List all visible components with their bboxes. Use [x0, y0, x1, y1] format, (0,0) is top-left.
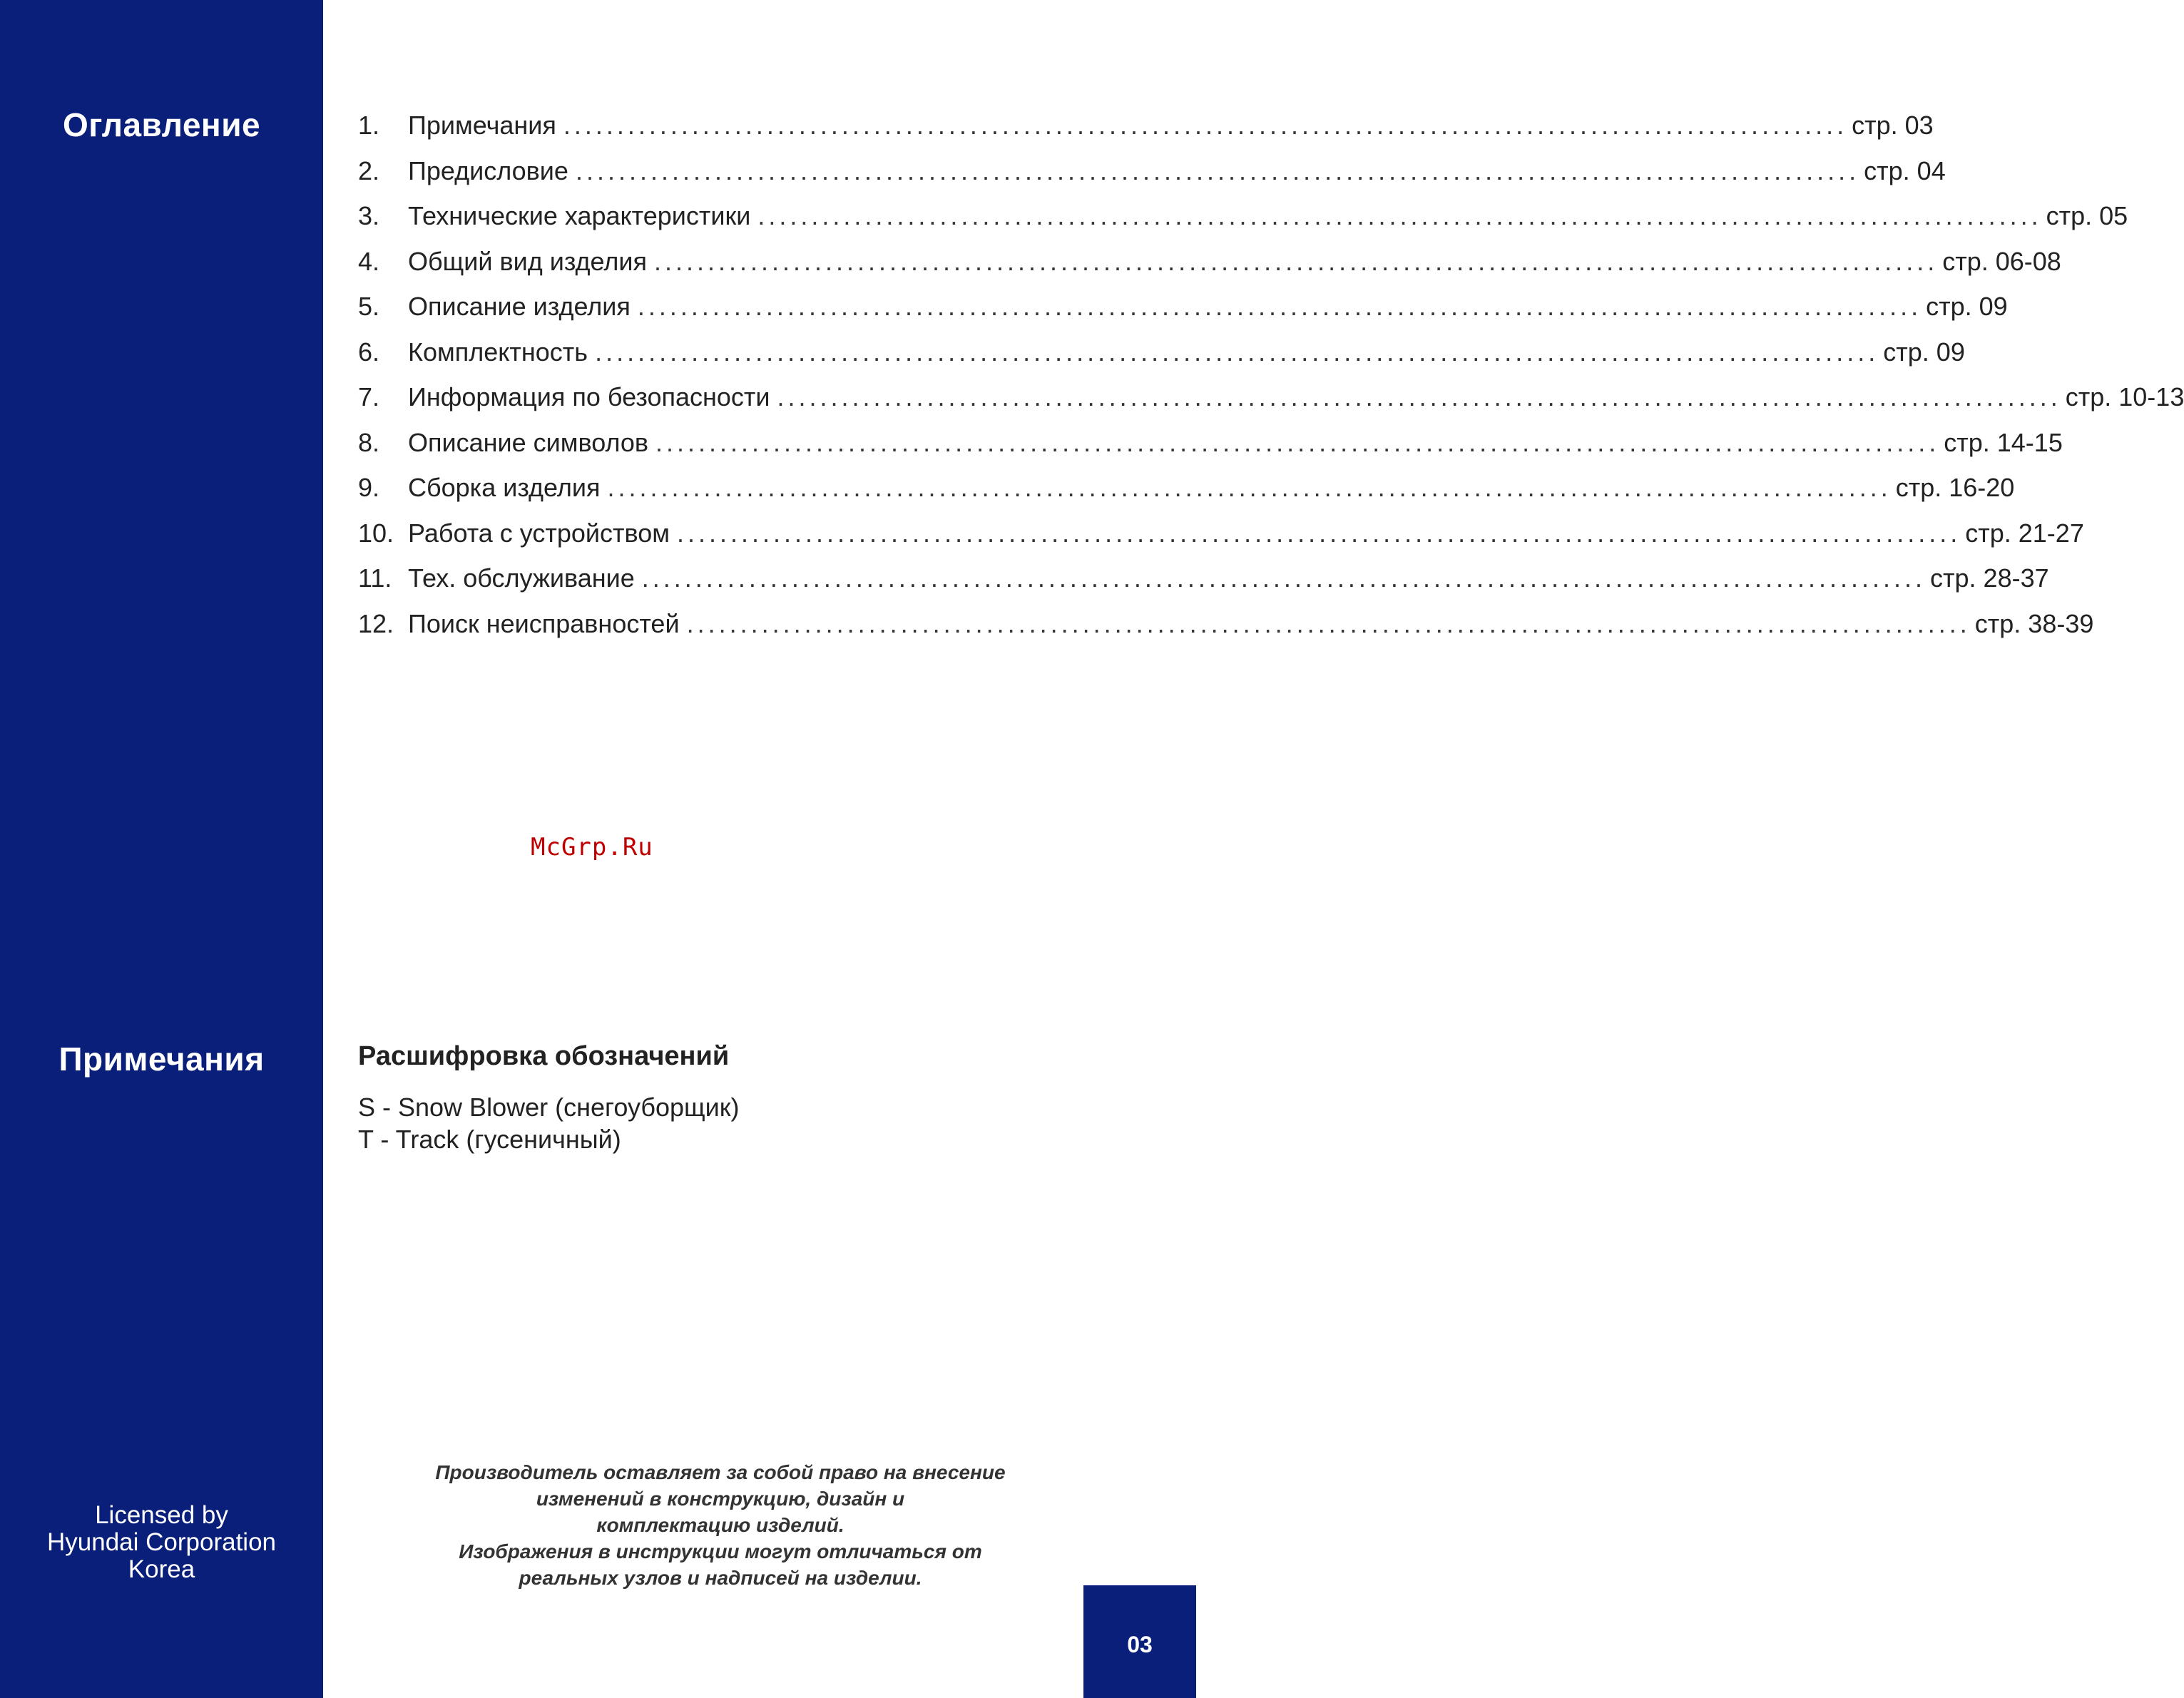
dot-leader: ........................................................................................................................ — [595, 337, 1879, 367]
toc-number: 12. — [358, 608, 394, 638]
dot-leader: ........................................................................................................................ — [677, 518, 1961, 548]
toc-page: стр. 21-27 — [1965, 518, 2084, 548]
toc-title: Информация по безопасности — [408, 382, 770, 411]
legend-line: T - Track (гусеничный) — [358, 1125, 621, 1154]
toc-page: стр. 05 — [2046, 201, 2128, 230]
toc-number: 4. — [358, 246, 380, 276]
toc-entry[interactable] — [358, 111, 1934, 156]
toc-heading: Оглавление — [62, 106, 261, 143]
legend-title: Расшифровка обозначений — [358, 1041, 730, 1071]
disclaimer-line: реальных узлов и надписей на изделии. — [519, 1567, 922, 1589]
toc-title: Работа с устройством — [408, 518, 670, 548]
toc-entry[interactable] — [358, 155, 1946, 202]
notes-heading: Примечания — [58, 1040, 265, 1078]
disclaimer-line: комплектацию изделий. — [596, 1514, 844, 1536]
disclaimer-line: Производитель оставляет за собой право на внесение — [435, 1461, 1006, 1483]
license-text — [0, 1502, 323, 1583]
toc-page: стр. 14-15 — [1944, 427, 2063, 457]
toc-entry[interactable] — [358, 337, 1965, 383]
toc-title: Примечания — [408, 111, 556, 140]
license-line: Licensed by — [95, 1501, 228, 1529]
license-line: Korea — [128, 1555, 195, 1583]
disclaimer-line: изменений в конструкцию, дизайн и — [536, 1488, 905, 1510]
disclaimer — [371, 1459, 1070, 1591]
toc-number: 8. — [358, 427, 380, 457]
toc-title: Предисловие — [408, 155, 568, 185]
toc-title: Технические характеристики — [408, 201, 751, 230]
legend-list — [358, 1091, 739, 1155]
toc-number: 11. — [358, 563, 392, 593]
toc-entry[interactable] — [358, 608, 2094, 655]
dot-leader: ........................................................................................................................ — [757, 201, 2042, 230]
dot-leader: ........................................................................................................................ — [637, 292, 1922, 321]
dot-leader: ........................................................................................................................ — [575, 155, 1860, 185]
toc-entry[interactable] — [358, 201, 2128, 247]
toc-entry[interactable] — [358, 292, 2008, 337]
toc-number: 10. — [358, 518, 394, 548]
disclaimer-line: Изображения в инструкции могут отличаться от — [459, 1540, 982, 1563]
toc-entry[interactable] — [358, 473, 2015, 518]
toc-title: Общий вид изделия — [408, 246, 647, 276]
toc-entry[interactable] — [358, 427, 2063, 474]
toc-number: 7. — [358, 382, 380, 411]
toc-page: стр. 28-37 — [1930, 563, 2049, 593]
toc-title: Комплектность — [408, 337, 588, 367]
toc-page: стр. 06-08 — [1942, 246, 2061, 276]
toc-number: 6. — [358, 337, 380, 367]
page-number-box — [1083, 1585, 1196, 1698]
watermark: McGrp.Ru — [531, 833, 653, 861]
toc-page: стр. 09 — [1926, 292, 2008, 321]
toc-title: Тех. обслуживание — [408, 563, 635, 593]
toc-page: стр. 09 — [1883, 337, 1965, 367]
table-of-contents — [358, 111, 2184, 654]
toc-entry[interactable] — [358, 563, 2049, 609]
dot-leader: ........................................................................................................................ — [653, 246, 1939, 276]
dot-leader: ........................................................................................................................ — [777, 382, 2061, 411]
toc-number: 2. — [358, 155, 380, 185]
toc-title: Описание символов — [408, 427, 649, 457]
page-number: 03 — [1127, 1632, 1153, 1657]
dot-leader: ........................................................................................................................ — [686, 608, 1971, 638]
sidebar — [0, 0, 323, 1698]
license-line: Hyundai Corporation — [46, 1528, 276, 1556]
toc-title: Сборка изделия — [408, 473, 601, 502]
dot-leader: ........................................................................................................................ — [563, 111, 1848, 140]
dot-leader: ........................................................................................................................ — [655, 427, 1940, 457]
toc-entry[interactable] — [358, 518, 2084, 564]
toc-page: стр. 03 — [1852, 111, 1934, 140]
toc-entry[interactable] — [358, 246, 2061, 292]
toc-page: стр. 38-39 — [1974, 608, 2094, 638]
toc-number: 3. — [358, 201, 380, 230]
legend-line: S - Snow Blower (снегоуборщик) — [358, 1093, 740, 1122]
toc-number: 5. — [358, 292, 380, 321]
toc-number: 9. — [358, 473, 380, 502]
dot-leader: ........................................................................................................................ — [607, 473, 1892, 502]
toc-entry[interactable] — [358, 382, 2184, 428]
toc-page: стр. 10-13 — [2065, 382, 2184, 411]
toc-number: 1. — [358, 111, 380, 140]
toc-title: Описание изделия — [408, 292, 631, 321]
toc-page: стр. 16-20 — [1895, 473, 2015, 502]
dot-leader: ........................................................................................................................ — [641, 563, 1927, 593]
toc-page: стр. 04 — [1864, 155, 1946, 185]
toc-title: Поиск неисправностей — [408, 608, 680, 638]
